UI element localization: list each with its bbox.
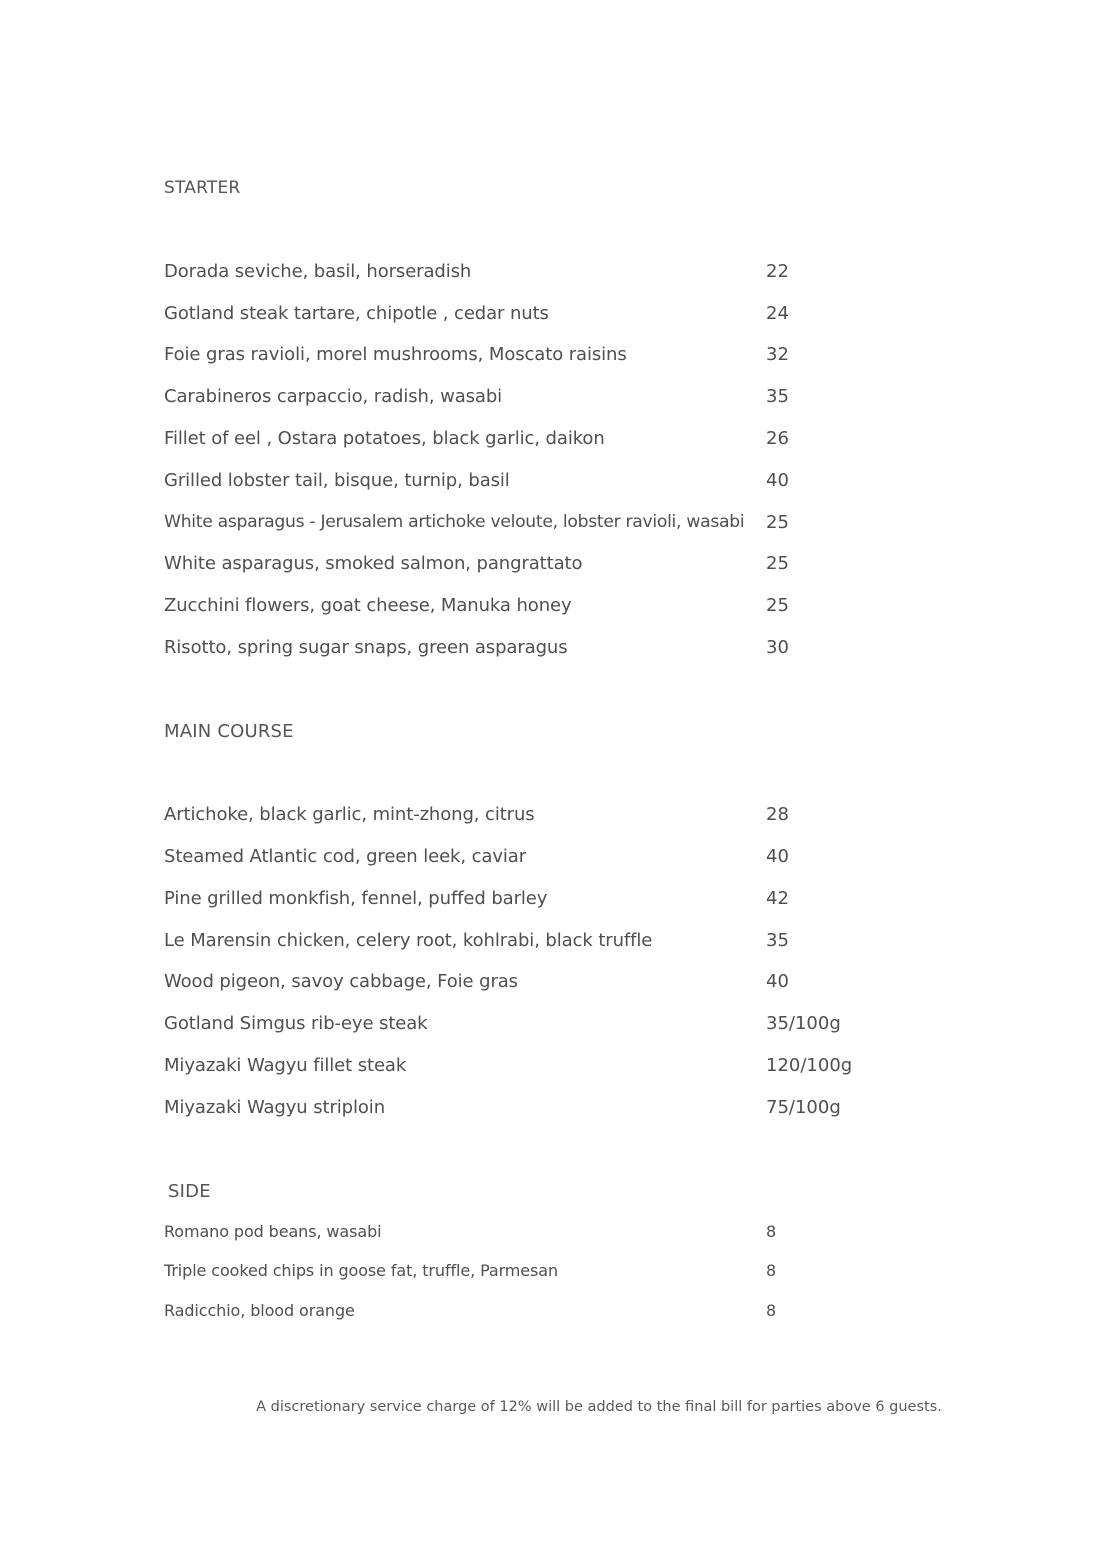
item-price: 35 [766,930,789,951]
item-price: 42 [766,888,789,909]
item-name: Wood pigeon, savoy cabbage, Foie gras [164,971,518,992]
item-price: 35/100g [766,1013,841,1034]
item-price: 40 [766,846,789,867]
item-price: 75/100g [766,1097,841,1118]
item-price: 120/100g [766,1055,853,1076]
item-price: 40 [766,971,789,992]
service-charge-note: A discretionary service charge of 12% will be added to the final bill for parties above 6 guests. [256,1399,942,1415]
item-name: Radicchio, blood orange [164,1301,355,1320]
menu-item [164,637,864,661]
item-price: 22 [766,261,789,282]
menu-item [164,344,864,368]
menu-item [164,1301,864,1325]
item-price: 32 [766,344,789,365]
main-course-heading: MAIN COURSE [164,721,294,742]
item-price: 35 [766,386,789,407]
item-name: Gotland Simgus rib-eye steak [164,1013,428,1034]
menu-item [164,1055,864,1079]
item-name: Grilled lobster tail, bisque, turnip, basil [164,470,510,491]
item-name: Risotto, spring sugar snaps, green asparagus [164,637,568,658]
menu-item [164,971,864,995]
item-price: 28 [766,804,789,825]
item-name: Zucchini flowers, goat cheese, Manuka honey [164,595,572,616]
item-name: Artichoke, black garlic, mint-zhong, citrus [164,804,535,825]
item-name: Fillet of eel , Ostara potatoes, black garlic, daikon [164,428,605,449]
item-price: 8 [766,1301,777,1320]
item-price: 30 [766,637,789,658]
item-name: Carabineros carpaccio, radish, wasabi [164,386,503,407]
item-name: Pine grilled monkfish, fennel, puffed barley [164,888,548,909]
item-name: White asparagus, smoked salmon, pangrattato [164,553,583,574]
item-name: Romano pod beans, wasabi [164,1222,382,1241]
item-price: 25 [766,512,789,533]
menu-item [164,1222,864,1246]
menu-item [164,1013,864,1037]
item-price: 24 [766,303,789,324]
item-name: Le Marensin chicken, celery root, kohlrabi, black truffle [164,930,653,951]
item-name: Steamed Atlantic cod, green leek, caviar [164,846,527,867]
item-name: Gotland steak tartare, chipotle , cedar nuts [164,303,549,324]
menu-item [164,595,864,619]
item-price: 8 [766,1222,777,1241]
starter-heading: STARTER [164,178,241,198]
menu-item [164,930,864,954]
menu-item [164,261,864,285]
menu-item [164,512,864,536]
item-price: 25 [766,595,789,616]
item-price: 25 [766,553,789,574]
menu-item [164,553,864,577]
item-price: 40 [766,470,789,491]
item-name: Triple cooked chips in goose fat, truffle, Parmesan [164,1261,559,1280]
menu-item [164,888,864,912]
menu-item [164,1261,864,1285]
item-name: Miyazaki Wagyu fillet steak [164,1055,407,1076]
item-name: Dorada seviche, basil, horseradish [164,261,472,282]
menu-item [164,386,864,410]
side-heading: SIDE [168,1181,211,1202]
menu-item [164,428,864,452]
item-name: Foie gras ravioli, morel mushrooms, Moscato raisins [164,344,627,365]
menu-item [164,1097,864,1121]
item-price: 26 [766,428,789,449]
item-name: White asparagus - Jerusalem artichoke veloute, lobster ravioli, wasabi [164,512,745,532]
item-name: Miyazaki Wagyu striploin [164,1097,386,1118]
menu-item [164,804,864,828]
item-price: 8 [766,1261,777,1280]
menu-item [164,303,864,327]
menu-item [164,470,864,494]
menu-item [164,846,864,870]
